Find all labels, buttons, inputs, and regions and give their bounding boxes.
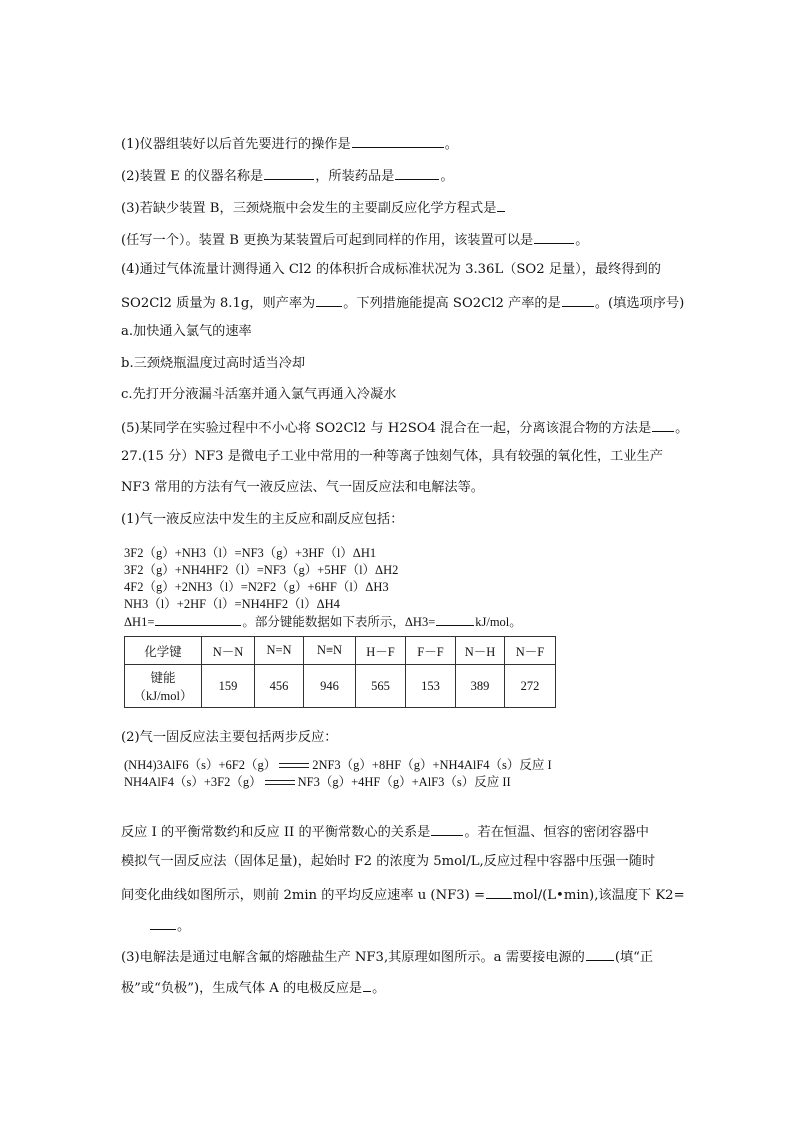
dh1-mid: 。部分键能数据如下表所示，ΔH3= xyxy=(242,615,436,629)
k3-blank-1[interactable] xyxy=(486,884,512,899)
q1-end: 。 xyxy=(444,137,458,152)
bond-cell: H－F xyxy=(356,637,406,665)
bond-cell: F－F xyxy=(406,637,456,665)
k1-end: 。若在恒温、恒容的密闭容器中 xyxy=(464,825,649,840)
bond-cell: N≡N xyxy=(304,637,356,665)
solid-reactions xyxy=(124,757,552,791)
q4-line-b xyxy=(121,292,684,313)
equation-4: NH3（l）+2HF（l）=NH4HF2（l）ΔH4 xyxy=(124,597,340,611)
bond-cell: N－N xyxy=(202,637,255,665)
value-label xyxy=(125,665,202,708)
k-line-4 xyxy=(149,915,190,936)
p27-3-end-b: 。 xyxy=(372,981,386,996)
electrode-reaction-blank[interactable] xyxy=(363,977,371,992)
q2-text-b: ，所装药品是 xyxy=(315,169,395,184)
q1-line xyxy=(121,133,458,154)
reaction-2 xyxy=(124,774,552,791)
value-label-2: （kJ/mol） xyxy=(133,689,193,703)
q2-line xyxy=(121,165,454,186)
q4-blank-2[interactable] xyxy=(562,292,594,307)
energy-cell: 389 xyxy=(456,665,505,708)
energy-cell: 159 xyxy=(202,665,255,708)
dh1-pre: ΔH1= xyxy=(124,615,155,629)
p27-3-end-a: (填“正 xyxy=(614,950,654,965)
q5-text: (5)某同学在实验过程中不小心将 SO2Cl2 与 H2SO4 混合在一起，分离该混合物的方法是 xyxy=(121,421,652,436)
q3-line-a xyxy=(121,197,506,218)
value-label-1: 键能 xyxy=(150,671,176,685)
k2-blank[interactable] xyxy=(150,915,176,930)
energy-cell: 946 xyxy=(304,665,356,708)
p27-3-text-a: (3)电解法是通过电解含氟的熔融盐生产 NF3,其原理如图所示。a 需要接电源的 xyxy=(121,950,585,965)
energy-cell: 153 xyxy=(406,665,456,708)
p27-3-line-b xyxy=(121,977,385,998)
q4-line-a xyxy=(121,261,661,279)
equilibrium-arrow-icon xyxy=(279,762,309,770)
q3-line-b xyxy=(121,229,588,250)
q3-blank-2[interactable] xyxy=(534,229,574,244)
q4-text-a: (4)通过气体流量计测得通入 Cl2 的体积折合成标准状况为 3.36L（SO2 足量），最终得到的 xyxy=(121,262,661,277)
q2-blank-1[interactable] xyxy=(264,165,314,180)
k1-blank[interactable] xyxy=(431,821,463,836)
reaction-1-right: 2NF3（g）+8HF（g）+NH4AlF4（s）反应 I xyxy=(312,758,552,772)
equation-2: 3F2（g）+NH4HF2（l）=NF3（g）+5HF（l）ΔH2 xyxy=(124,563,399,577)
p27-sub2: (2)气一固反应法主要包括两步反应： xyxy=(121,730,338,745)
q2-end: 。 xyxy=(440,169,454,184)
p27-3-text-b: 极”或“负极”)，生成气体 A 的电极反应是 xyxy=(121,981,363,996)
k-line-3 xyxy=(121,884,685,905)
k3-text: 间变化曲线如图所示，则前 2min 的平均反应速率 u (NF3) = xyxy=(121,888,486,903)
reaction-2-right: NF3（g）+4HF（g）+AlF3（s）反应 II xyxy=(297,775,511,789)
equation-3: 4F2（g）+2NH3（l）=N2F2（g）+6HF（l）ΔH3 xyxy=(124,580,389,594)
p27-line-b: NF3 常用的方法有气一液反应法、气一固反应法和电解法等。 xyxy=(121,480,484,495)
table-row xyxy=(125,637,556,665)
k1-text: 反应 I 的平衡常数约和反应 II 的平衡常数心的关系是 xyxy=(121,825,431,840)
header-label: 化学键 xyxy=(125,637,202,665)
option-c: c.先打开分液漏斗活塞并通入氯气再通入冷凝水 xyxy=(121,387,397,402)
k-line-2: 模拟气一固反应法（固体足量)，起始时 F2 的浓度为 5mol/L,反应过程中容器中压强一随时 xyxy=(121,854,656,869)
q3-text-b: (任写一个）。装置 B 更换为某装置后可起到同样的作用，该装置可以是 xyxy=(121,233,534,248)
bond-energy-table xyxy=(124,636,556,708)
q2-blank-2[interactable] xyxy=(395,165,439,180)
q5-line xyxy=(121,417,688,438)
equilibrium-arrow-icon xyxy=(265,779,295,787)
equation-block xyxy=(124,545,522,631)
q3-end: 。 xyxy=(575,233,589,248)
dh3-blank[interactable] xyxy=(436,613,474,626)
k4-end: 。 xyxy=(177,919,191,934)
reaction-2-left: NH4AlF4（s）+3F2（g） xyxy=(124,775,262,789)
q5-blank[interactable] xyxy=(652,417,674,432)
q1-blank[interactable] xyxy=(352,133,444,148)
q4-blank-1[interactable] xyxy=(316,292,342,307)
equation-1: 3F2（g）+NH3（l）=NF3（g）+3HF（l）ΔH1 xyxy=(124,546,377,560)
q5-end: 。 xyxy=(675,421,689,436)
bond-cell: N－F xyxy=(505,637,556,665)
table-row xyxy=(125,665,556,708)
bond-cell: N－H xyxy=(456,637,505,665)
bond-cell: N=N xyxy=(255,637,304,665)
dh1-blank[interactable] xyxy=(155,613,241,626)
delta-h-line xyxy=(124,613,522,631)
option-b: b.三颈烧瓶温度过高时适当冷却 xyxy=(121,356,306,371)
q1-text: (1)仪器组装好以后首先要进行的操作是 xyxy=(121,137,351,152)
q4-end: 。(填选项序号) xyxy=(594,296,685,311)
q3-text-a: (3)若缺少装置 B，三颈烧瓶中会发生的主要副反应化学方程式是 xyxy=(121,201,497,216)
reaction-1-left: (NH4)3AlF6（s）+6F2（g） xyxy=(124,758,277,772)
p27-3-line-a xyxy=(121,946,653,967)
reaction-1 xyxy=(124,757,552,774)
p27-line-a: 27.(15 分）NF3 是微电子工业中常用的一种等离子蚀刻气体，具有较强的氧化性，工业生产 xyxy=(121,449,663,464)
q4-text-mid: 。下列措施能提高 SO2Cl2 产率的是 xyxy=(343,296,561,311)
energy-cell: 456 xyxy=(255,665,304,708)
q3-blank-1[interactable] xyxy=(497,197,505,212)
energy-cell: 565 xyxy=(356,665,406,708)
energy-cell: 272 xyxy=(505,665,556,708)
k3-text-mid: mol/(L•min),该温度下 K2= xyxy=(513,888,685,903)
q2-text-a: (2)装置 E 的仪器名称是 xyxy=(121,169,264,184)
q4-text-b: SO2Cl2 质量为 8.1g，则产率为 xyxy=(121,296,316,311)
p27-sub1: (1)气一液反应法中发生的主反应和副反应包括： xyxy=(121,512,404,527)
dh1-end: kJ/mol。 xyxy=(475,615,522,629)
option-a: a.加快通入氯气的速率 xyxy=(121,324,252,339)
electrode-blank[interactable] xyxy=(586,946,614,961)
k-line-1 xyxy=(121,821,649,842)
